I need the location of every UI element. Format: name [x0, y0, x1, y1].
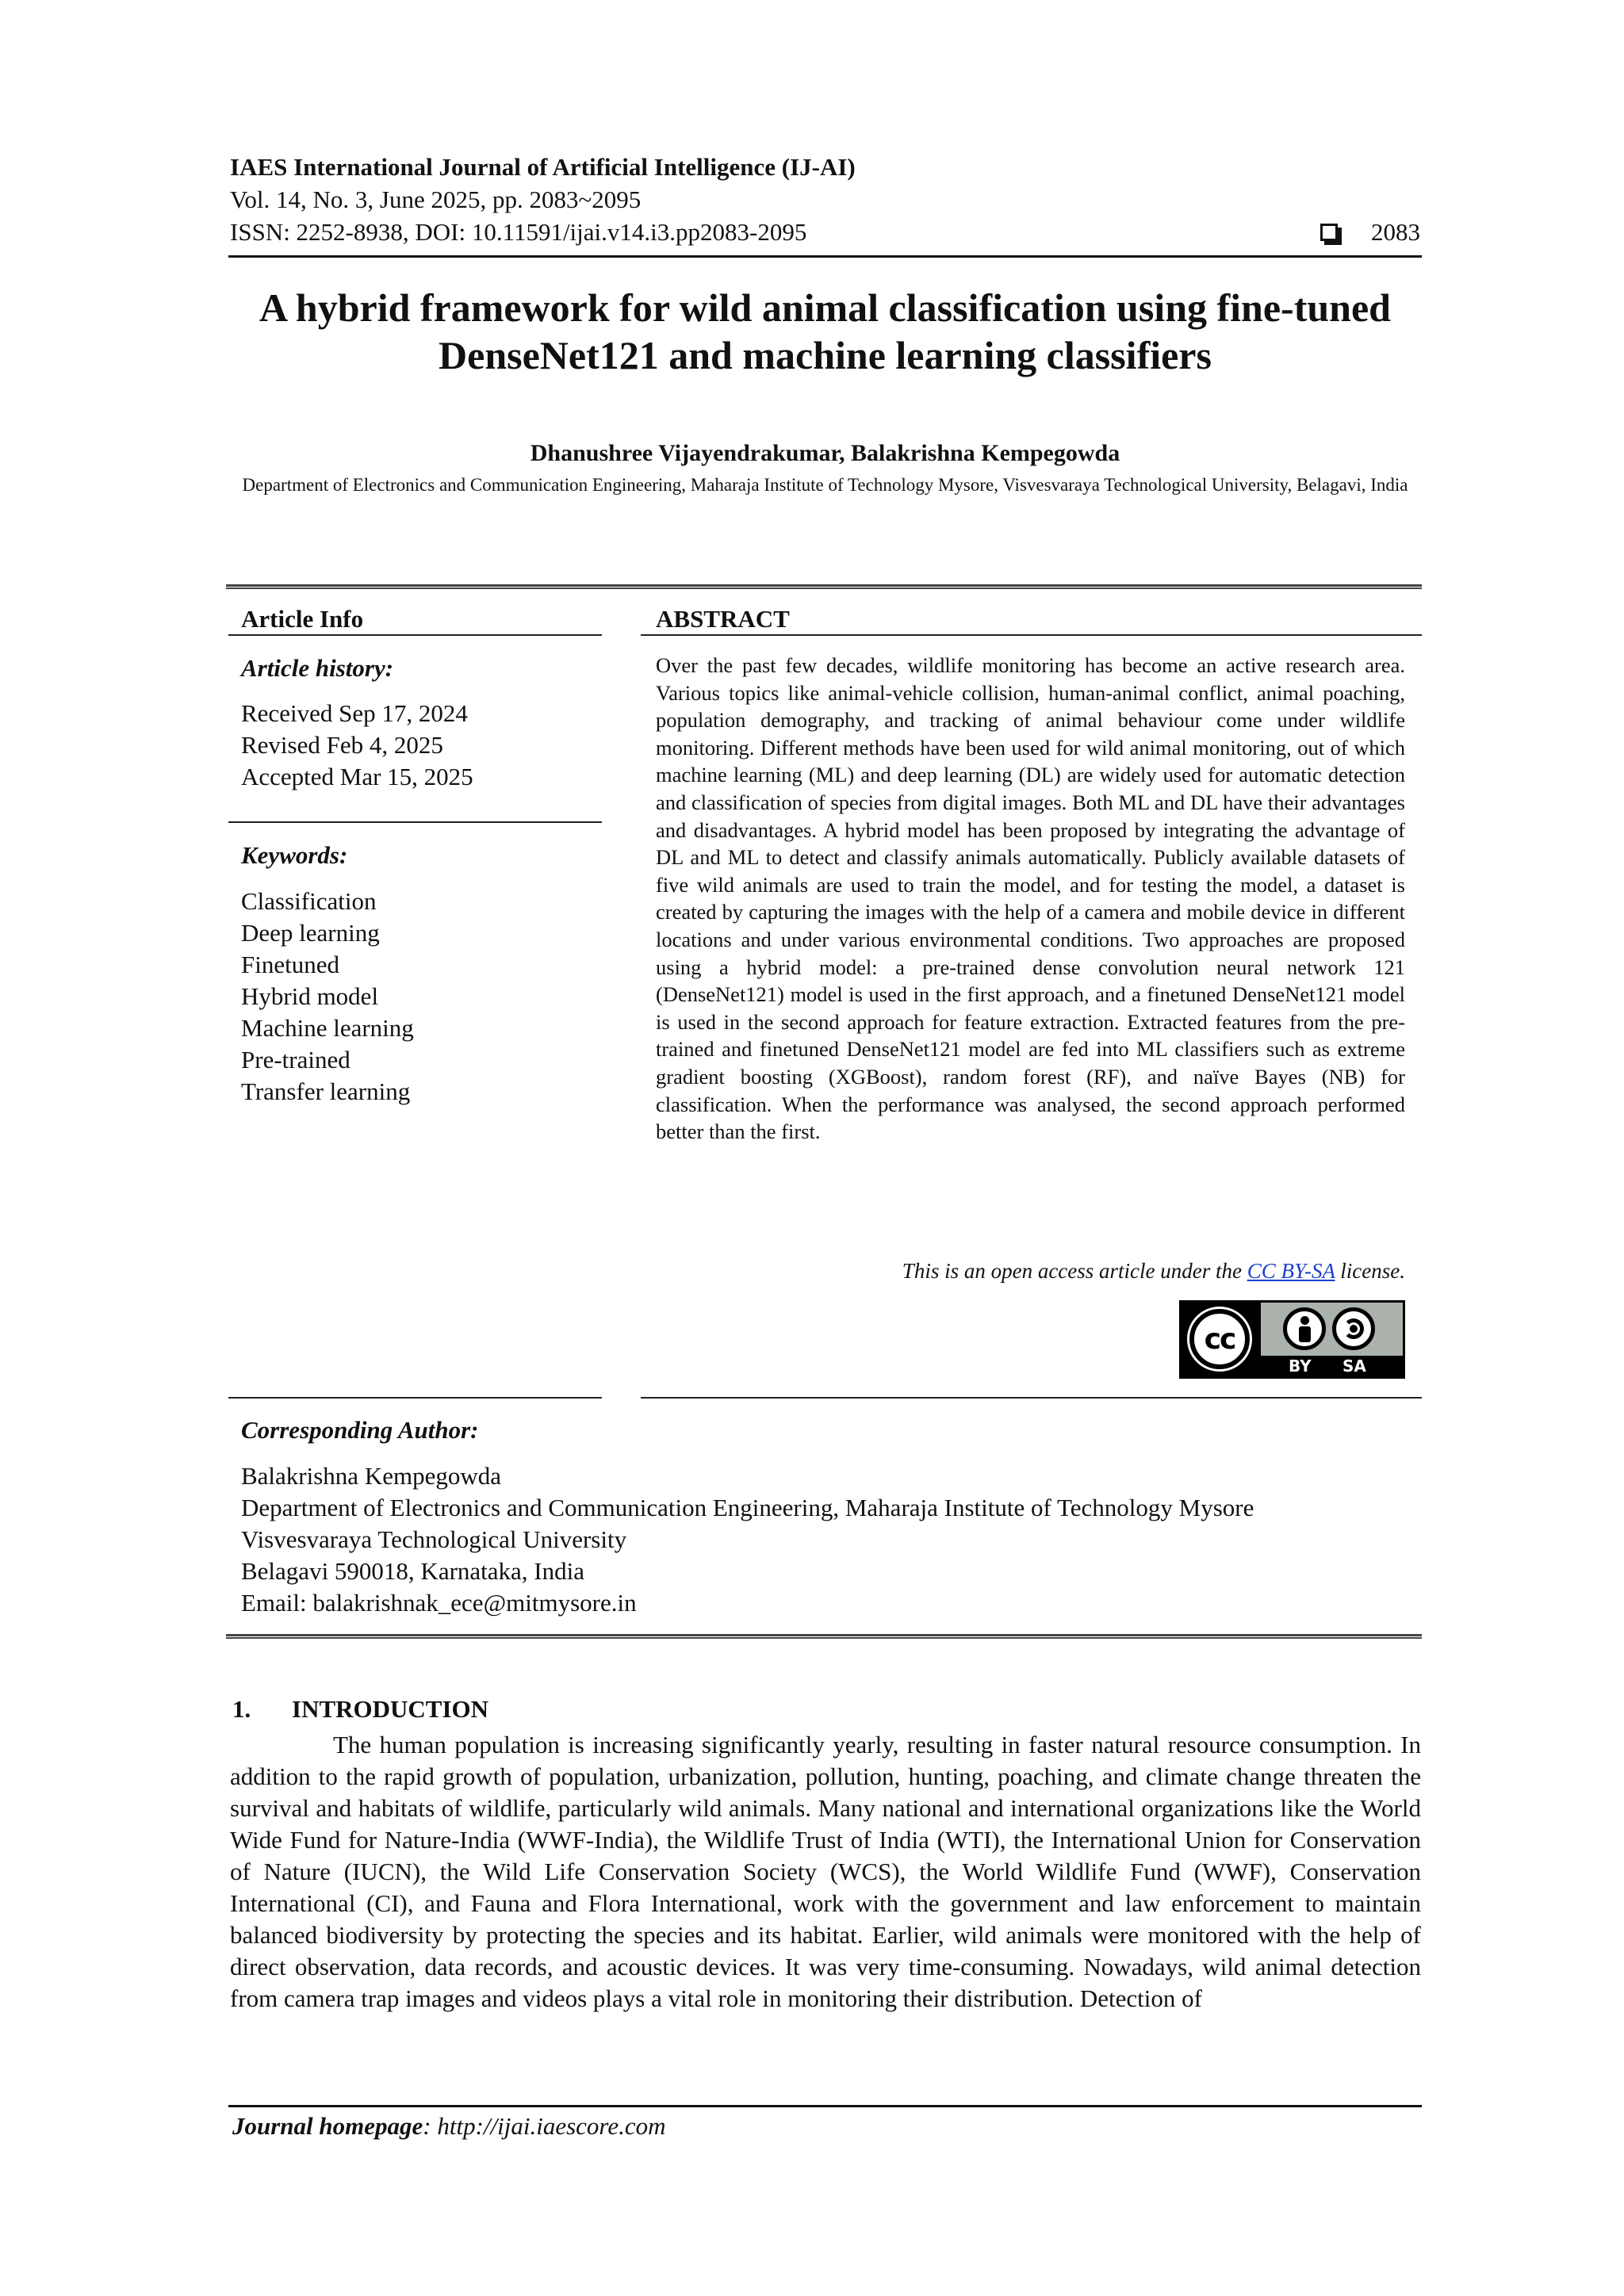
introduction-paragraph: The human population is increasing significantly yearly, resulting in faster natural resource consumption. In addition to the rapid growth of population, urbanization, pollution, hunting, poaching, and climate change threaten the survival and habitats of wildlife, particularly wild animals. Many national and international organizations like the World Wide Fund for Nature-India (WWF-India), the Wildlife Trust of India (WTI), the International Union for Conservation of Nature (IUCN), the Wild Life Conservation Society (WCS), the World Wildlife Fund (WWF), Conservation International (CI), and Fauna and Flora International, work with the government and law enforcement to maintain balanced biodiversity by protecting the species and its habitat. Earlier, wild animals were monitored with the help of direct observation, data records, and acoustic devices. It was very time-consuming. Nowadays, wild animal detection from camera trap images and videos plays a vital role in monitoring their distribution. Detection of [230, 1731, 1421, 2012]
article-history-heading: Article history: [241, 654, 394, 682]
journal-volume: Vol. 14, No. 3, June 2025, pp. 2083~2095 [230, 186, 642, 213]
square-box-icon [1320, 224, 1338, 241]
footer-divider [228, 2105, 1422, 2107]
corresponding-right-divider [641, 1397, 1422, 1399]
paper-affiliation: Department of Electronics and Communication Engineering, Maharaja Institute of Technology Mysore, Visvesvaraya Technological University, Belagavi, India [242, 475, 1408, 495]
keywords-list [241, 886, 602, 1108]
keyword: Machine learning [241, 1014, 414, 1042]
journal-issn-doi: ISSN: 2252-8938, DOI: 10.11591/ijai.v14.i3.pp2083-2095 [230, 218, 807, 246]
badge-by-label: BY [1289, 1357, 1312, 1376]
section-heading-introduction [232, 1695, 488, 1724]
info-top-divider [226, 584, 1422, 589]
keyword: Classification [241, 887, 377, 915]
abstract-divider [641, 634, 1422, 636]
article-info-heading: Article Info [241, 605, 364, 633]
article-info-divider [228, 634, 602, 636]
license-prefix: This is an open access article under the [902, 1259, 1247, 1283]
author-name: Balakrishna Kempegowda [241, 1462, 501, 1490]
keyword: Deep learning [241, 919, 380, 947]
history-received: Received Sep 17, 2024 [241, 699, 468, 727]
license-statement [902, 1259, 1405, 1284]
page-number: 2083 [1371, 218, 1420, 246]
author-address: Belagavi 590018, Karnataka, India [241, 1557, 584, 1585]
homepage-url[interactable]: : http://ijai.iaescore.com [423, 2112, 666, 2140]
journal-homepage [232, 2112, 665, 2141]
attribution-icon [1283, 1307, 1326, 1350]
info-bottom-divider [226, 1634, 1422, 1639]
section-number: 1. [232, 1695, 251, 1723]
keyword: Finetuned [241, 951, 339, 978]
author-email: Email: balakrishnak_ece@mitmysore.in [241, 1589, 637, 1617]
history-accepted: Accepted Mar 15, 2025 [241, 763, 473, 790]
paper-authors: Dhanushree Vijayendrakumar, Balakrishna Kempegowda [530, 440, 1120, 466]
abstract-heading: ABSTRACT [656, 605, 790, 633]
header-divider [228, 255, 1422, 258]
author-university: Visvesvaraya Technological University [241, 1525, 627, 1553]
keyword: Pre-trained [241, 1046, 350, 1073]
share-alike-icon [1332, 1307, 1375, 1350]
cc-by-sa-link[interactable]: CC BY-SA [1247, 1259, 1335, 1283]
keywords-divider [228, 821, 602, 823]
history-revised: Revised Feb 4, 2025 [241, 731, 443, 759]
cc-icon: cc [1189, 1309, 1250, 1369]
abstract-text: Over the past few decades, wildlife monitoring has become an active research area. Various topics like animal-vehicle collision, human-animal conflict, animal poaching, population demography, and tracking of animal behaviour come under wildlife monitoring. Different methods have been used for wild animal monitoring, out of which machine learning (ML) and deep learning (DL) are widely used for automatic detection and classification of species from digital images. Both ML and DL have their advantages and disadvantages. A hybrid model has been proposed by integrating the advantage of DL and ML to detect and classify animals automatically. Publicly available datasets of five wild animals are used to train the model, and for testing the model, a dataset is created by capturing the images with the help of a camera and mobile device in different locations and under various environmental conditions. Two approaches are proposed using a hybrid model: a pre-trained dense convolution neural network 121 (DenseNet121) model is used in the first approach, and a finetuned DenseNet121 model is used in the second approach for feature extraction. Extracted features from the pre-trained and finetuned DenseNet121 model are fed into ML classifiers such as extreme gradient boosting (XGBoost), random forest (RF), and naïve Bayes (NB) for classification. When the performance was analysed, the second approach performed better than the first. [656, 653, 1405, 1144]
header-right [1320, 218, 1420, 247]
corresponding-author-heading: Corresponding Author: [241, 1416, 479, 1444]
section-title: INTRODUCTION [292, 1695, 489, 1723]
badge-sa-label: SA [1342, 1357, 1366, 1376]
journal-name: IAES International Journal of Artificial Intelligence (IJ-AI) [230, 153, 856, 181]
corresponding-left-divider [228, 1397, 602, 1399]
paper-title: A hybrid framework for wild animal classification using fine-tuned DenseNet121 and machine learning classifiers [259, 285, 1391, 377]
corresponding-author-details [241, 1460, 1254, 1619]
license-suffix: license. [1335, 1259, 1405, 1283]
keywords-heading: Keywords: [241, 841, 348, 869]
homepage-label: Journal homepage [232, 2112, 423, 2140]
keyword: Hybrid model [241, 982, 379, 1010]
keyword: Transfer learning [241, 1077, 411, 1105]
article-history-list [241, 698, 602, 793]
author-department: Department of Electronics and Communication Engineering, Maharaja Institute of Technology Mysore [241, 1494, 1254, 1521]
cc-by-sa-badge[interactable] [1179, 1300, 1405, 1379]
